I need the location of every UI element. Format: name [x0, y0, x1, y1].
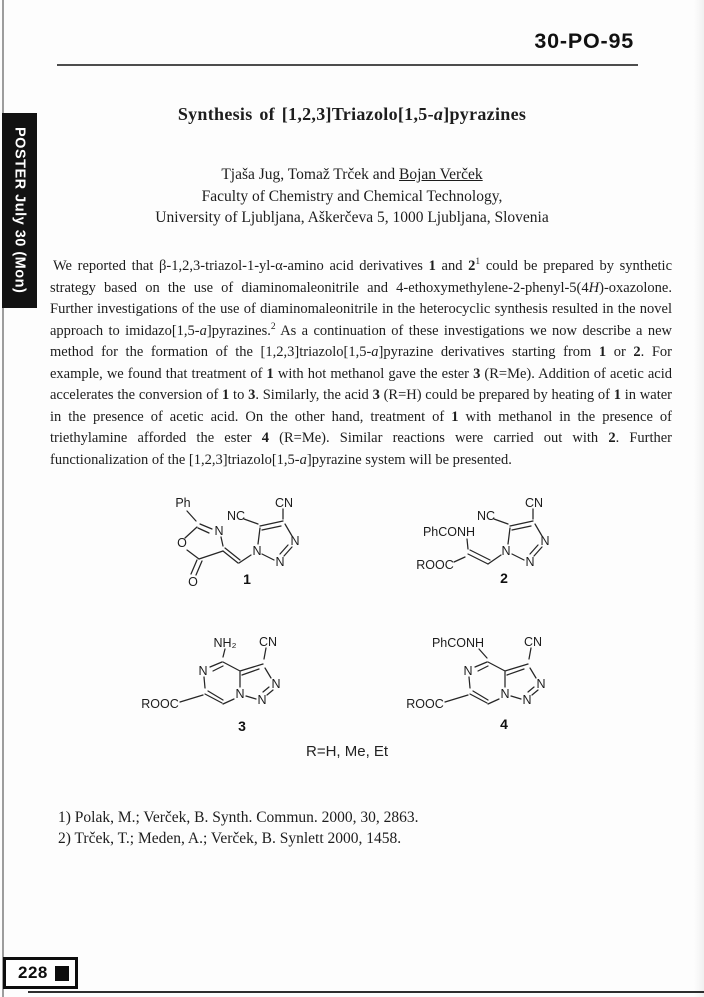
page-title: Synthesis of [1,2,3]Triazolo[1,5-a]pyrazines — [177, 104, 527, 124]
atom-label-nc: NC — [476, 509, 496, 523]
atom-label-n5: N — [463, 664, 473, 678]
atom-label-cn: CN — [523, 635, 543, 649]
structure-4-drawing — [395, 622, 625, 757]
atom-label-n1: N — [522, 693, 532, 707]
affiliation-line-2: University of Ljubljana, Aškerčeva 5, 1000 Ljubljana, Slovenia — [155, 209, 549, 226]
page-bottom-scan-edge — [28, 991, 704, 993]
reference-list — [58, 807, 419, 849]
atom-label-n-oxazole: N — [214, 524, 224, 538]
atom-label-cn: CN — [274, 496, 294, 510]
page-number-box — [3, 957, 78, 989]
structure-number-2: 2 — [500, 570, 508, 586]
authors-line: Tjaša Jug, Tomaž Trček and Bojan Verček — [221, 166, 483, 183]
atom-label-n1: N — [252, 544, 262, 558]
atom-label-n5: N — [198, 664, 208, 678]
atom-label-rooc: ROOC — [416, 558, 454, 572]
atom-label-n2: N — [275, 555, 285, 569]
session-sidebar-label: POSTER July 30 (Mon) — [11, 127, 28, 294]
atom-label-phconh: PhCONH — [422, 525, 476, 539]
atom-label-phconh: PhCONH — [431, 636, 485, 650]
structure-number-1: 1 — [243, 571, 251, 587]
atom-label-rooc: ROOC — [141, 697, 179, 711]
atom-label-rooc: ROOC — [406, 697, 444, 711]
atom-label-cn: CN — [524, 496, 544, 510]
atom-label-cn: CN — [258, 635, 278, 649]
page-number: 228 — [18, 963, 48, 982]
atom-label-o-ring: O — [177, 536, 187, 550]
r-substituent-note: R=H, Me, Et — [306, 743, 389, 760]
atom-label-n2: N — [536, 677, 546, 691]
atom-label-n8: N — [235, 687, 245, 701]
atom-label-ph: Ph — [175, 496, 191, 510]
atom-label-n3: N — [540, 534, 550, 548]
header-divider — [57, 64, 638, 66]
abstract-paragraph: We reported that β-1,2,3-triazol-1-yl-α-amino acid derivatives 1 and $2^1$ could be prepared by synthetic strategy based on the use of diaminomaleonitrile and 4-ethoxymethylene-2-phenyl-5(4H)-oxazolone. Further investigations of the use of diaminomaleonitrile in the heterocyclic synthesis resulted in the novel approach to imidazo[1,5-a]pyrazines.$^2$ As a continuation of these investigations we now describe a new method for the formation of the [1,2,3]triazolo[1,5-a]pyrazine derivatives starting from 1 or 2. For example, we found that treatment of 1 with hot methanol gave the ester 3 (R=Me). Addition of acetic acid accelerates the conversion of 1 to 3. Similarly, the acid 3 (R=H) could be prepared by heating of 1 in water in the presence of acetic acid. On the other hand, treatment of 1 with methanol in the presence of triethylamine afforded the ester 4 (R=Me). Similar reactions were carried out with 2. Further functionalization of the [1,2,3]triazolo[1,5-a]pyrazine system will be presented. — [50, 257, 673, 468]
atom-label-n3: N — [290, 534, 300, 548]
session-sidebar-tab — [2, 113, 37, 308]
structure-number-4: 4 — [500, 716, 508, 732]
poster-code: 30-PO-95 — [534, 29, 634, 53]
atom-label-n1: N — [501, 544, 511, 558]
affiliation-line-1: Faculty of Chemistry and Chemical Technology, — [201, 188, 503, 205]
atom-label-n8: N — [500, 687, 510, 701]
atom-label-nh2: NH₂ — [213, 636, 237, 650]
atom-label-n2: N — [525, 555, 535, 569]
structure-number-3: 3 — [238, 718, 246, 734]
atom-label-n1: N — [257, 693, 267, 707]
atom-label-o-carbonyl: O — [188, 575, 198, 589]
structure-2-drawing — [400, 488, 620, 610]
reference-item-1: 1) Polak, M.; Verček, B. Synth. Commun. 2000, 30, 2863. — [58, 809, 419, 826]
page-right-scan-shade — [694, 0, 704, 997]
structure-1-drawing — [150, 488, 370, 610]
structure-3-drawing — [130, 622, 350, 757]
atom-label-nc: NC — [226, 509, 246, 523]
atom-label-n2: N — [271, 677, 281, 691]
reference-item-2: 2) Trček, T.; Meden, A.; Verček, B. Synlett 2000, 1458. — [58, 830, 402, 847]
filled-square-marker — [55, 966, 69, 981]
